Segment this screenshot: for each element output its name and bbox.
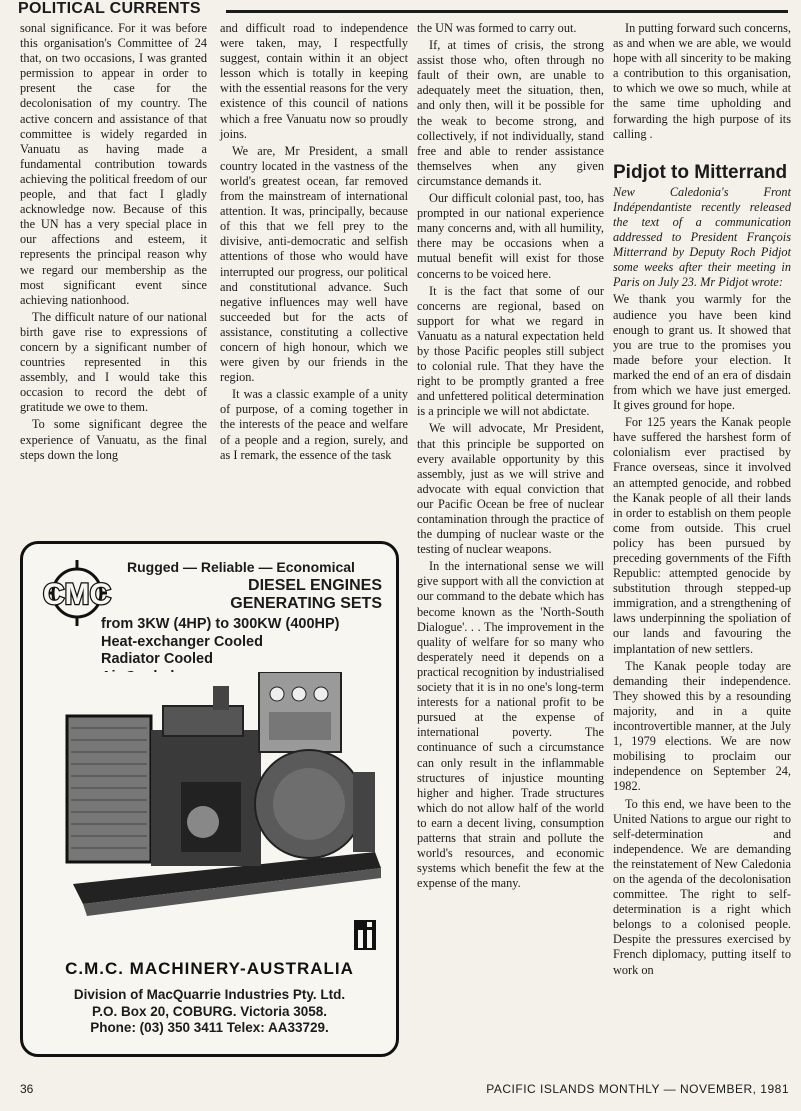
ad-headline-2: GENERATING SETS <box>230 595 382 612</box>
ad-headline <box>230 577 382 613</box>
ad-headline-1: DIESEL ENGINES <box>248 577 382 594</box>
column-1 <box>20 21 207 465</box>
section-title: POLITICAL CURRENTS <box>18 0 201 17</box>
page-header <box>18 0 788 20</box>
article-heading: Pidjot to Mitterrand <box>613 161 788 183</box>
paragraph: and difficult road to independence were taken, may, I respectfully suggest, contain within it an object lesson which is totally in keeping with the essential reasons for the very existence of this council of nations which a free Vanuatu now so proudly joins. <box>220 21 408 141</box>
ad-contact <box>23 987 396 1037</box>
header-rule <box>226 10 788 13</box>
ad-tagline: Rugged — Reliable — Economical <box>127 559 355 575</box>
paragraph: The difficult nature of our national birth gave rise to expressions of concern by a significant number of countries represented in this assembly, and I would take this occasion to record the debt of gratitude we owe to them. <box>20 309 207 415</box>
ad-division: Division of MacQuarrie Industries Pty. Ltd. <box>73 987 346 1002</box>
magazine-credit: PACIFIC ISLANDS MONTHLY — NOVEMBER, 1981 <box>486 1082 789 1096</box>
paragraph: To this end, we have been to the United Nations to argue our right to self-determination and independence. We are demanding the reinstatement of New Caledonia on the agenda of the decolonisation committee. The right to self-determination is a right which belongs to a colonised people. Despite the pressures exercised by French diplomacy, putting itself to work on <box>613 796 791 977</box>
column-4 <box>613 21 791 980</box>
ad-brand: C.M.C. MACHINERY-AUSTRALIA <box>65 959 354 978</box>
advertisement <box>20 541 399 1057</box>
paragraph: It is the fact that some of our concerns are regional, based on support for what we regard in Vanuatu as a natural expectation held by those Pacific peoples still subject to colonial rule. That they have the right to be promptly granted a free and unfettered political determination is a principle we will not abdictate. <box>417 283 604 419</box>
ad-spec: from 3KW (4HP) to 300KW (400HP) <box>101 616 340 632</box>
ad-address: P.O. Box 20, COBURG. Victoria 3058. <box>91 1003 328 1019</box>
paragraph: For 125 years the Kanak people have suffered the harshest form of colonialism ever practised by France overseas, since it involved an attempted genocide, and robbed the Kanak people of all their lands in order to establish on them people come from outside. This cruel policy has been pursued by preceding governments of the Fifth Republic: attempted genocide by substitution through stepped-up immigration, and a strengthening of laws underpinning the spoliation of our lands and favouring the implantation of new settlers. <box>613 415 791 656</box>
paragraph: We are, Mr President, a small country located in the vastness of the world's greatest ocean, far removed from the mainstream of international attention. It was, principally, because of this that we fell prey to the divisive, anti-democratic and selfish attentions of those who would have interrupted our progress, our political and constitutional advance. Such negative influences may well have succeeded but for the acts of assistance, constituting a collective concern of high honour, which we were given by our friends in the region. <box>220 143 408 385</box>
paragraph: The Kanak people today are demanding their independence. They showed this by a resounding majority, and in a quite incontrovertible manner, at the July 1, 1979 elections. We are now mobilising to proclaim our independence on September 24, 1982. <box>613 658 791 794</box>
ad-phone: Phone: (03) 350 3411 Telex: AA33729. <box>90 1020 329 1035</box>
paragraph: the UN was formed to carry out. <box>417 21 577 35</box>
ad-spec: Heat-exchanger Cooled <box>101 633 263 650</box>
paragraph: We will advocate, Mr President, that this principle be supported on every available opportunity by this assembly, just as we will strive and advocate with equal conviction that our Pacific Ocean be free of nuclear contamination through the practice of the dumping of nuclear waste or the testing of nuclear weapons. <box>417 421 604 557</box>
paragraph: To some significant degree the experience of Vanuatu, as the final steps down the long <box>20 417 207 462</box>
mi-logo <box>352 916 378 952</box>
paragraph: Our difficult colonial past, too, has prompted in our national experience many concerns and, with all humility, there may be occasions when a mutual benefit will exist for those concerns to be voiced here. <box>417 191 604 281</box>
page-footer <box>20 1082 789 1098</box>
paragraph: If, at times of crisis, the strong assist those who, often through no fault of their own, are unable to adequately meet the situation, then, and only then, will it be possible for the weak to become strong, and collectively, if not individually, stand free and able to render assistance themselves when any given circumstance demands it. <box>417 38 604 188</box>
page-number: 36 <box>20 1082 34 1096</box>
paragraph: In putting forward such concerns, as and when we are able, we would hope with all sincerity to be making a contribution to this organisation, to which we owe so much, while at the same time upholding and forwarding the high purpose of its calling . <box>613 21 791 141</box>
article-intro: New Caledonia's Front Indépendantiste recently released the text of a communication addressed to President François Mitterrand by Deputy Roch Pidjot some weeks after their meeting in Paris on July 23. Mr Pidjot wrote: <box>613 184 791 290</box>
generator-photo <box>63 672 385 920</box>
ad-spec: Radiator Cooled <box>101 651 213 667</box>
paragraph: We thank you warmly for the audience you have been kind enough to grant us. It showed that you are true to the promises you made before your election. It marked the end of an era of disdain from which we have just emerged. It gives ground for hope. <box>613 292 791 413</box>
paragraph: It was a classic example of a unity of purpose, of a coming together in the interests of the peace and welfare of a people and a region, surely, and as I remark, the essence of the task <box>220 387 408 462</box>
logo-text: CMC <box>42 578 112 611</box>
paragraph: sonal significance. For it was before this organisation's Committee of 24 that, on two occasions, I was granted permission to appear in order to present the case for the decolonisation of my country. The active concern and assistance of that committee is widely regarded in Vanuatu as having made a fundamental contribution towards achieving the political freedom of our people, and that fact I gladly acknowledge now. Because of this the UN has a very special place in our affections and esteem, it represents the principal reason why we regard our membership as the most significant event since achieving nationhood. <box>20 21 207 307</box>
paragraph: In the international sense we will give support with all the conviction at our command to the debate which has become known as the 'North-South Dialogue'. . . The improvement in the quality of welfare for so many who desperately need it depends on a practical recognition by industrialised society that it is in no one's long-term interests for a national profit to be pursued at the expense of international poverty. The continuance of such a circumstance can only result in the inflammable structures of injustice mounting higher and higher. Trade structures which do not allow half of the world to earn a decent living, consumption patterns that strain and pollute the world's resources, and economic systems which benefit the few at the expense of the many. <box>417 559 604 891</box>
column-2 <box>220 21 408 465</box>
column-3 <box>417 21 604 893</box>
